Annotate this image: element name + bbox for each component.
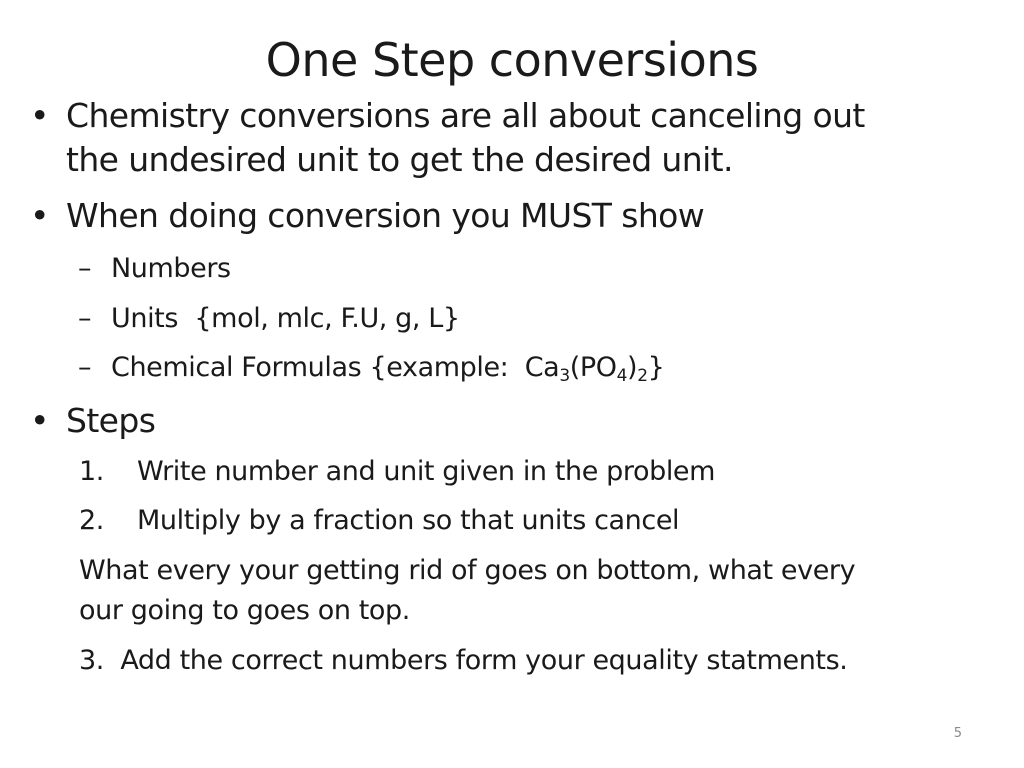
formula-subscript: 3 — [559, 366, 570, 386]
dash-marker: – — [78, 352, 92, 383]
formula-prefix: Chemical Formulas {example: Ca — [111, 352, 560, 383]
bullet-marker: • — [30, 401, 50, 440]
bullet-1-line-2: the undesired unit to get the desired unit. — [66, 140, 733, 179]
sub-item-chemical-formulas — [111, 350, 664, 386]
formula-subscript: 4 — [616, 366, 628, 386]
step-note-line-2: our going to goes on top. — [79, 595, 410, 626]
step-1 — [79, 454, 715, 490]
step-note-line-1: What every your getting rid of goes on bottom, what every — [79, 555, 856, 586]
slide-title: One Step conversions — [265, 33, 759, 87]
bullet-marker: • — [30, 96, 50, 135]
formula-close-paren: ) — [627, 352, 638, 383]
formula-subscript: 2 — [637, 366, 648, 386]
formula-end: } — [647, 352, 665, 383]
dash-marker: – — [78, 253, 92, 284]
bullet-2-text: When doing conversion you MUST show — [66, 196, 705, 235]
sub-item-units: Units {mol, mlc, F.U, g, L} — [111, 303, 460, 334]
step-3: 3. Add the correct numbers form your equality statments. — [79, 645, 848, 676]
step-1-text: Write number and unit given in the problem — [137, 456, 716, 487]
bullet-marker: • — [30, 196, 50, 235]
bullet-3-text: Steps — [66, 401, 156, 440]
dash-marker: – — [78, 303, 92, 334]
step-1-number: 1. — [79, 456, 104, 487]
sub-item-numbers: Numbers — [111, 253, 231, 284]
step-2 — [79, 503, 679, 539]
bullet-1-line-1: Chemistry conversions are all about canceling out — [66, 96, 865, 135]
step-2-number: 2. — [79, 505, 104, 536]
page-number: 5 — [953, 726, 962, 741]
step-2-text: Multiply by a fraction so that units cancel — [137, 505, 680, 536]
formula-middle: (PO — [569, 352, 617, 383]
